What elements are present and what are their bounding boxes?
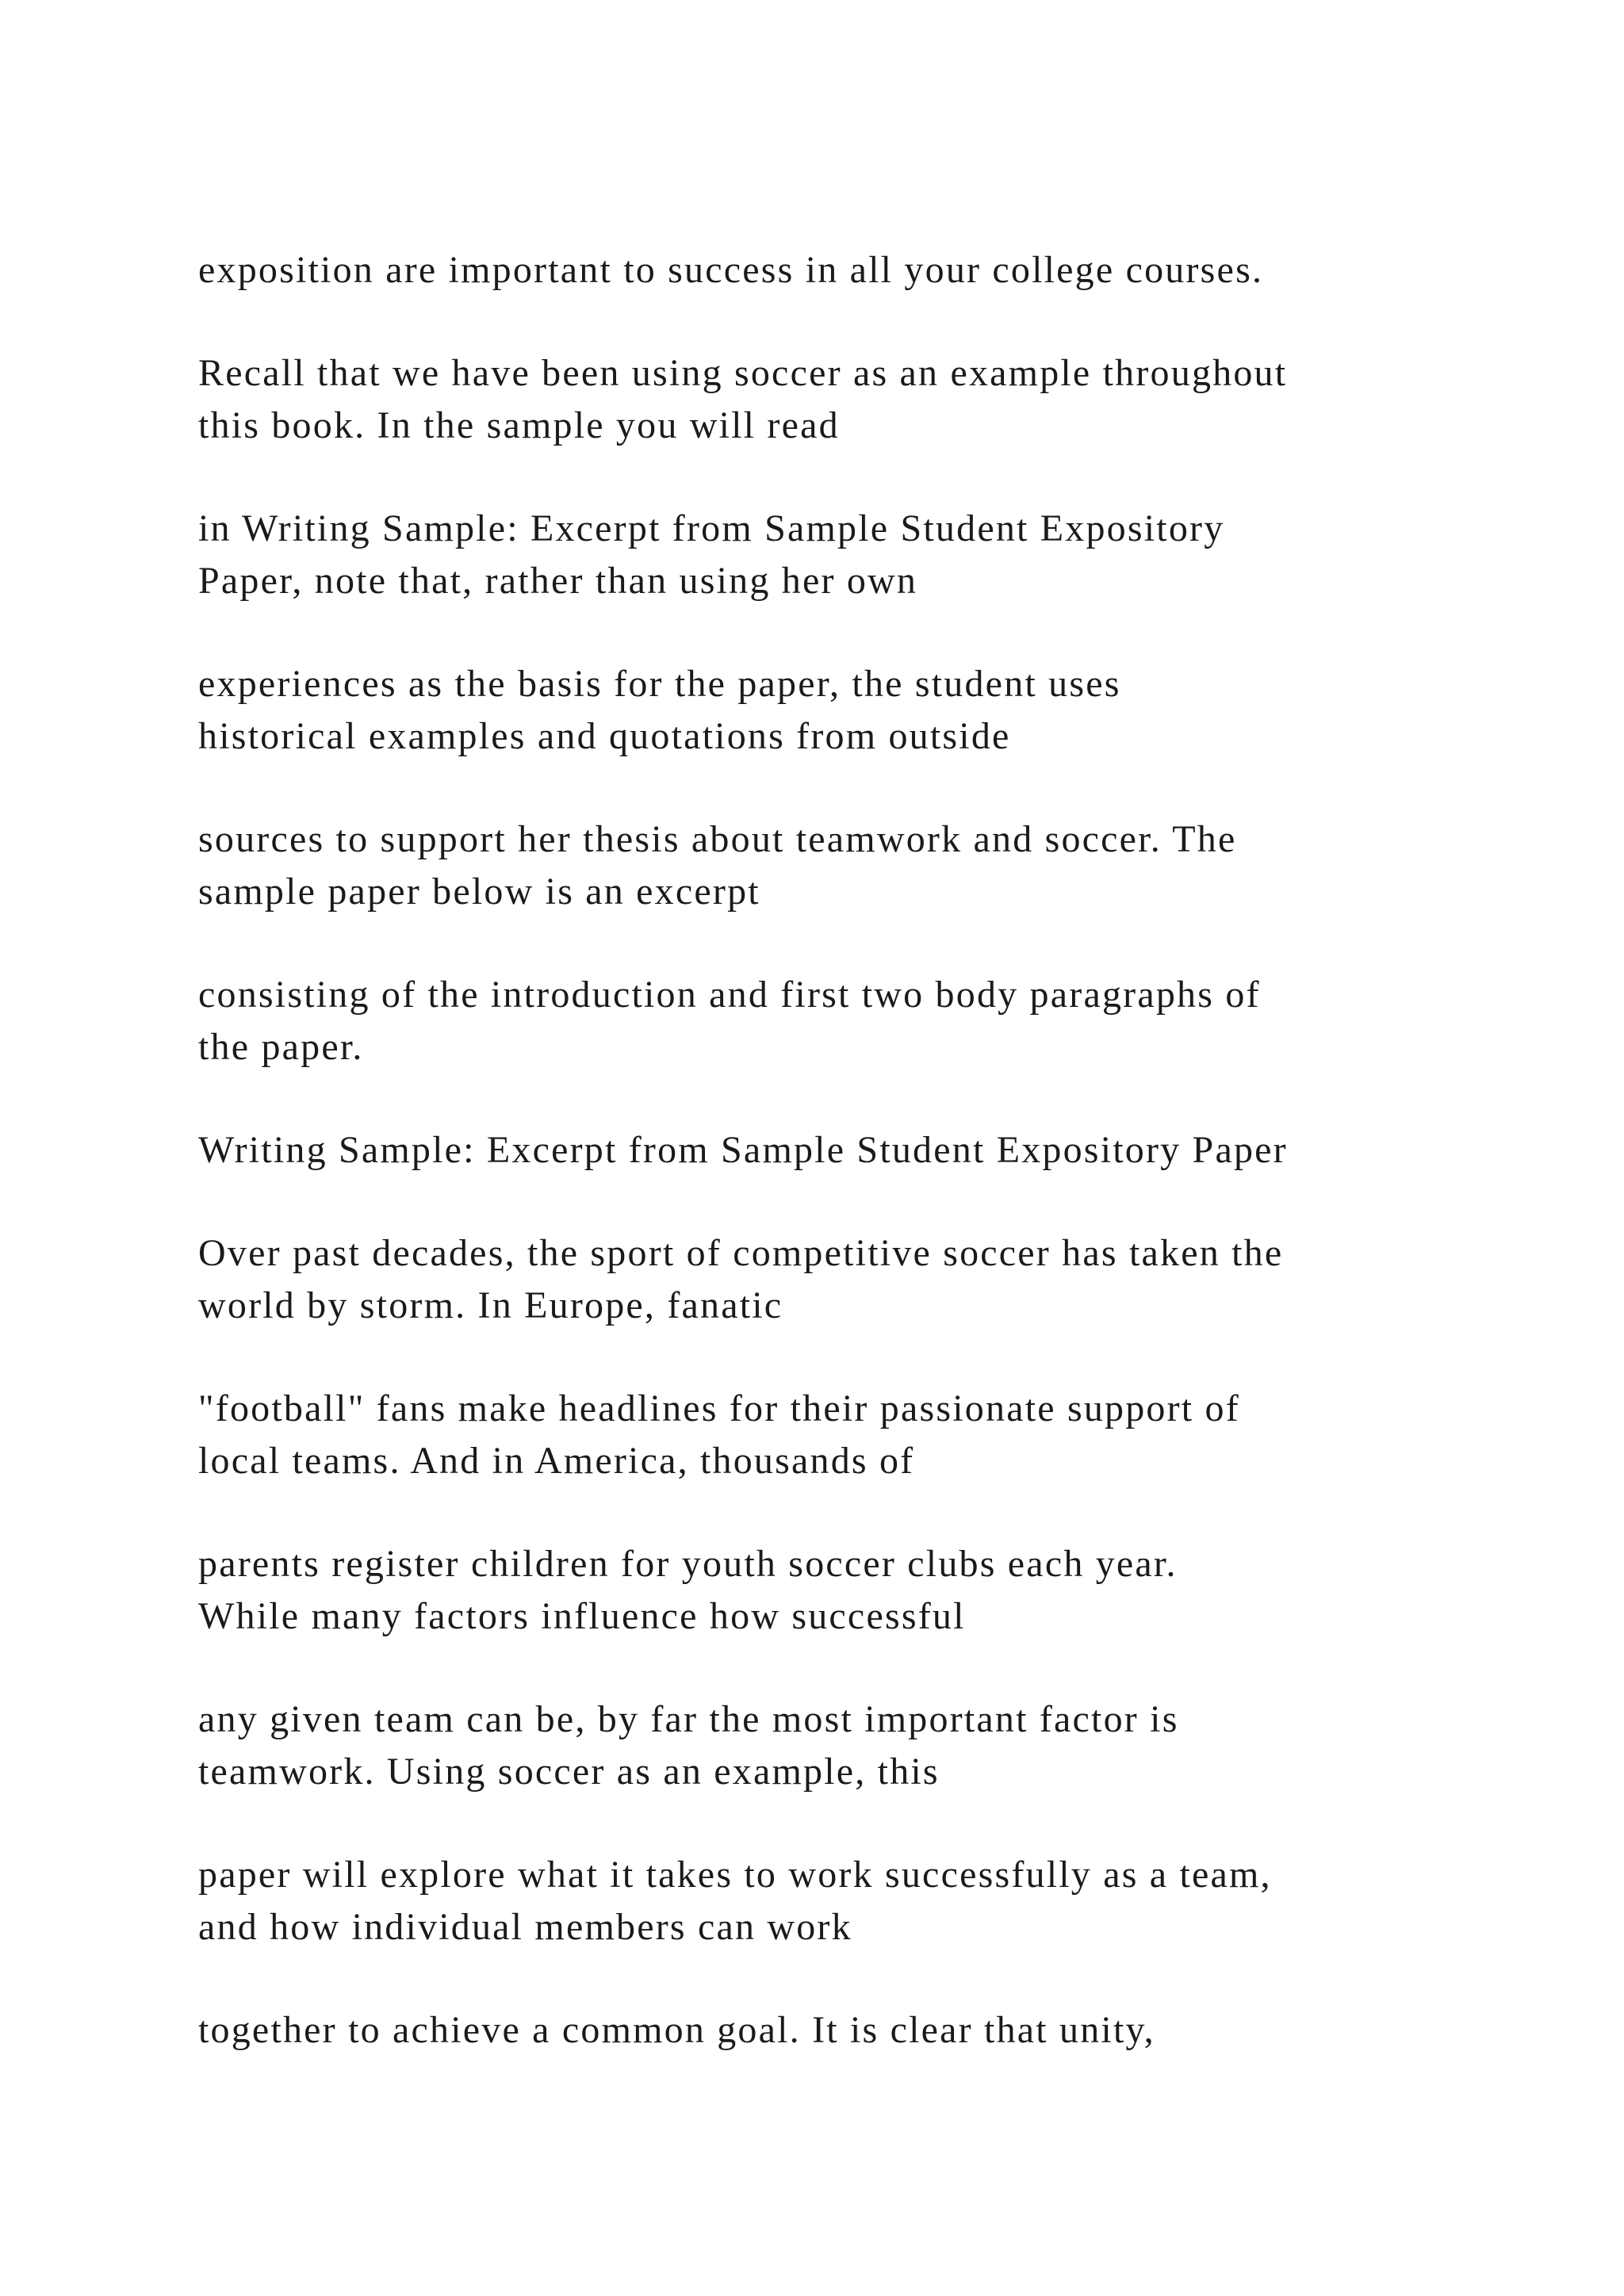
paragraph bbox=[198, 813, 1499, 918]
text-line: sources to support her thesis about teamwork and soccer. The bbox=[198, 818, 1237, 860]
paragraph bbox=[198, 1849, 1499, 1954]
document-body bbox=[198, 244, 1499, 2107]
paragraph bbox=[198, 244, 1499, 297]
text-line: and how individual members can work bbox=[198, 1906, 852, 1948]
text-line: Writing Sample: Excerpt from Sample Student Expository Paper bbox=[198, 1129, 1288, 1171]
paragraph bbox=[198, 503, 1499, 607]
text-line: any given team can be, by far the most important factor is bbox=[198, 1698, 1179, 1740]
text-line: parents register children for youth soccer clubs each year. bbox=[198, 1543, 1178, 1585]
text-line: world by storm. In Europe, fanatic bbox=[198, 1284, 783, 1326]
text-line: consisting of the introduction and first two body paragraphs of bbox=[198, 974, 1261, 1016]
text-line: "football" fans make headlines for their passionate support of bbox=[198, 1387, 1240, 1429]
text-line: sample paper below is an excerpt bbox=[198, 871, 760, 913]
text-line: historical examples and quotations from outside bbox=[198, 715, 1011, 757]
text-line: Recall that we have been using soccer as an example throughout bbox=[198, 352, 1288, 394]
text-line: Over past decades, the sport of competitive soccer has taken the bbox=[198, 1232, 1284, 1274]
paragraph bbox=[198, 658, 1499, 763]
paragraph bbox=[198, 1538, 1499, 1643]
text-line: paper will explore what it takes to work successfully as a team, bbox=[198, 1854, 1272, 1896]
section-heading bbox=[198, 1124, 1499, 1177]
text-line: While many factors influence how successful bbox=[198, 1595, 966, 1637]
text-line: this book. In the sample you will read bbox=[198, 404, 840, 446]
paragraph bbox=[198, 1693, 1499, 1798]
paragraph bbox=[198, 1383, 1499, 1487]
text-line: experiences as the basis for the paper, the student uses bbox=[198, 663, 1121, 705]
text-line: the paper. bbox=[198, 1026, 364, 1068]
text-line: together to achieve a common goal. It is clear that unity, bbox=[198, 2009, 1155, 2051]
paragraph bbox=[198, 2004, 1499, 2057]
text-line: in Writing Sample: Excerpt from Sample Student Expository bbox=[198, 507, 1225, 549]
text-line: local teams. And in America, thousands of bbox=[198, 1440, 915, 1482]
text-line: teamwork. Using soccer as an example, this bbox=[198, 1751, 940, 1793]
paragraph bbox=[198, 969, 1499, 1073]
paragraph bbox=[198, 1227, 1499, 1332]
text-line: Paper, note that, rather than using her own bbox=[198, 560, 918, 602]
paragraph bbox=[198, 347, 1499, 452]
text-line: exposition are important to success in all your college courses. bbox=[198, 249, 1264, 291]
